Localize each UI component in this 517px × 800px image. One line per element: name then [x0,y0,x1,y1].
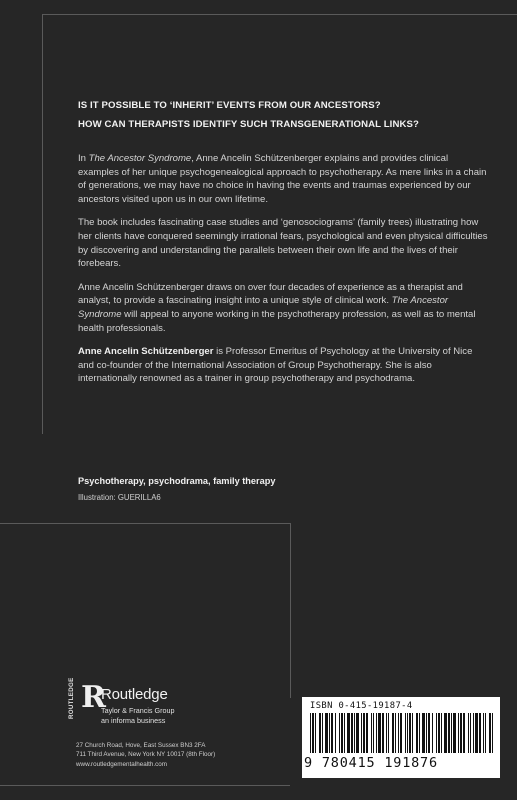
barcode-bar [412,713,413,753]
barcode-bar [451,713,452,753]
illustration-credit: Illustration: GUERILLA6 [78,493,161,502]
barcode-bar [315,713,316,753]
barcode-bar [322,713,323,753]
barcode-bar [448,713,450,753]
address-line-1: 27 Church Road, Hove, East Sussex BN3 2FA [76,742,206,749]
barcode-bar [395,713,396,753]
publisher-logo-letter: R [81,680,106,715]
ean-number: 9 780415 191876 [304,755,438,771]
barcode-bar [470,713,471,753]
barcode-bar [388,713,389,753]
barcode-bar [416,713,418,753]
barcode-bar [409,713,411,753]
blurb-paragraph-2: The book includes fascinating case studies and ‘genosociograms’ (family trees) illustrating how her clients have conquered seemingly irrational fears, psychological and even physical difficulties by discovering and understanding the parallels between their own life and the lives of their forebears. [78,217,488,270]
barcode-bar [426,713,427,753]
barcode-bar [347,713,350,753]
isbn-number: ISBN 0-415-19187-4 [310,701,413,711]
barcode-bar [473,713,474,753]
blurb-paragraph-3: Anne Ancelin Schützenberger draws on over four decades of experience as a therapist and analyst, to provide a fascinating insight into a unique style of clinical work. The Ancestor Syndrome will appeal to anyone working in the psychotherapy profession, as well as to mental health professionals. [78,281,476,334]
blurb-paragraph-1: In The Ancestor Syndrome, Anne Ancelin Schützenberger explains and provides clinical examples of her unique psychogenealogical approach to psychotherapy. As mere links in a chain of generations, we may have no choice in having the events and traumas experienced by our ancestors visited upon us in our own lifetime. [78,153,487,205]
barcode-bar [341,713,343,753]
barcode-bar [319,713,321,753]
barcode-bar [331,713,333,753]
barcode-bar [463,713,465,753]
barcode-bar [392,713,394,753]
barcode-bars [310,713,494,757]
publisher-name: Routledge [101,686,168,703]
barcode-bar [458,713,459,753]
book-title: The Ancestor Syndrome [88,153,192,164]
frame-line-top [42,14,517,15]
barcode-bar [436,713,437,753]
barcode-bar [398,713,399,753]
routledge-logo-icon [66,677,106,723]
barcode-bar [376,713,377,753]
author-bio: Anne Ancelin Schützenberger is Professor Emeritus of Psychology at the University of Nice and co-founder of the International Association of Group Psychotherapy. She is also internationally renowned as a trainer in group psychotherapy and psychodrama. [78,346,473,385]
barcode-bar [460,713,462,753]
blurb [78,152,490,396]
frame-line-middle [0,523,290,524]
barcode-bar [489,713,491,753]
barcode-bar [366,713,368,753]
barcode-bar [354,713,355,753]
barcode-bar [405,713,406,753]
barcode-bar [325,713,328,753]
barcode-bar [475,713,478,753]
barcode-bar [419,713,420,753]
barcode-bar [400,713,402,753]
barcode-bar [382,713,384,753]
barcode-bar [453,713,456,753]
barcode-bar [468,713,469,753]
publisher-address [76,741,215,769]
barcode-bar [492,713,493,753]
barcode-bar [483,713,484,753]
barcode-bar [386,713,387,753]
barcode-bar [371,713,372,753]
barcode-bar [485,713,486,753]
headline-line-1: IS IT POSSIBLE TO ‘INHERIT’ EVENTS FROM OUR ANCESTORS? [78,100,381,111]
barcode-bar [339,713,340,753]
barcode-bar [312,713,314,753]
address-line-2: 711 Third Avenue, New York NY 10017 (8th Floor) [76,751,216,759]
publisher-website: www.routledgementalhealth.com [76,760,168,768]
barcode-bar [441,713,442,753]
barcode-bar [428,713,430,753]
barcode-bar [407,713,408,753]
barcode-bar [363,713,365,753]
barcode-bar [356,713,359,753]
frame-line-bottom [0,785,290,786]
barcode-bar [444,713,447,753]
publisher-group: Taylor & Francis Group [101,706,175,715]
barcode-bar [329,713,330,753]
barcode-bar [432,713,433,753]
barcode-bar [335,713,336,753]
subject-categories: Psychotherapy, psychodrama, family therapy [78,476,276,486]
barcode-bar [373,713,374,753]
barcode-bar [344,713,345,753]
barcode-bar [361,713,362,753]
barcode-bar [378,713,381,753]
barcode [302,697,500,778]
frame-line-middle-vertical [290,523,291,698]
barcode-bar [351,713,353,753]
headline-line-2: HOW CAN THERAPISTS IDENTIFY SUCH TRANSGENERATIONAL LINKS? [78,119,419,130]
author-name: Anne Ancelin Schützenberger [78,346,214,358]
publisher-vertical-text: ROUTLEDGE [68,677,75,719]
barcode-bar [422,713,425,753]
frame-line-left-upper [42,14,43,434]
barcode-bar [438,713,440,753]
headline [78,96,508,134]
book-title: The Ancestor Syndrome [78,295,449,320]
barcode-bar [310,713,311,753]
publisher-informa: an informa business [101,716,166,725]
barcode-bar [479,713,481,753]
